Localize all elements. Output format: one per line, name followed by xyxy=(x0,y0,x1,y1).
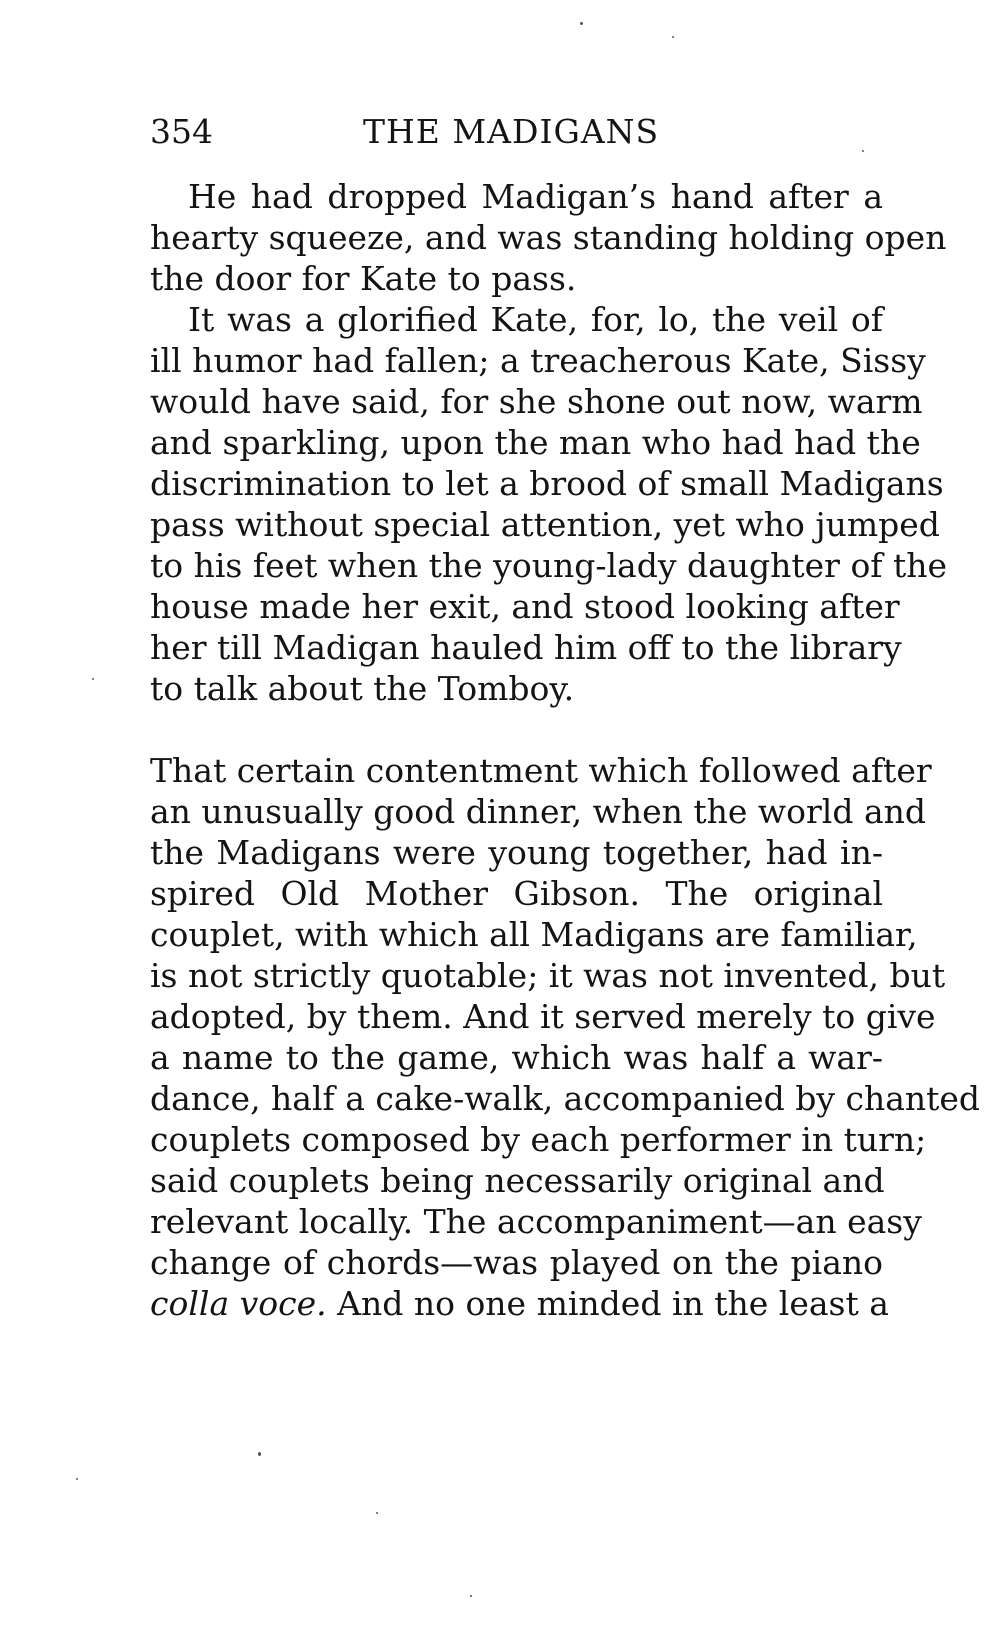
text-line: house made her exit, and stood looking after xyxy=(150,587,900,626)
text-line: the door for Kate to pass. xyxy=(150,259,577,298)
running-head xyxy=(150,110,883,154)
text-line: is not strictly quotable; it was not invented, but xyxy=(150,956,946,995)
text-line: couplet, with which all Madigans are familiar, xyxy=(150,915,918,954)
text-line: It was a glorified Kate, for, lo, the veil of xyxy=(188,300,883,339)
text-line: adopted, by them. And it served merely to give xyxy=(150,997,936,1036)
text-line: relevant locally. The accompaniment—an easy xyxy=(150,1202,922,1241)
text-line: spired Old Mother Gibson. The original xyxy=(150,874,883,913)
paper-speck xyxy=(470,1595,472,1597)
text-line: the Madigans were young together, had in- xyxy=(150,833,883,872)
paper-speck xyxy=(672,36,674,38)
text-line: to his feet when the young-lady daughter of the xyxy=(150,546,948,585)
paper-speck xyxy=(92,678,94,680)
paper-speck xyxy=(76,1478,78,1480)
paragraph-1 xyxy=(150,176,947,299)
paragraph-2 xyxy=(150,299,948,709)
paragraph-3 xyxy=(150,750,981,1324)
text-line: change of chords—was played on the piano xyxy=(150,1243,883,1282)
page-number: 354 xyxy=(150,112,213,151)
section-break xyxy=(150,709,883,750)
paper-speck xyxy=(580,22,583,25)
text-line: discrimination to let a brood of small Madigans xyxy=(150,464,944,503)
line-remainder: And no one minded in the least a xyxy=(326,1284,889,1323)
text-line: pass without special attention, yet who jumped xyxy=(150,505,940,544)
text-line: couplets composed by each performer in turn; xyxy=(150,1120,927,1159)
text-line: hearty squeeze, and was standing holding open xyxy=(150,218,947,257)
paper-speck xyxy=(376,1512,378,1514)
paper-speck xyxy=(862,150,864,152)
text-line: to talk about the Tomboy. xyxy=(150,669,575,708)
text-line: her till Madigan hauled him off to the library xyxy=(150,628,902,667)
text-line: dance, half a cake-walk, accompanied by chanted xyxy=(150,1079,981,1118)
text-line: ill humor had fallen; a treacherous Kate, Sissy xyxy=(150,341,926,380)
text-line: He had dropped Madigan’s hand after a xyxy=(188,177,883,216)
italic-phrase: colla voce. xyxy=(150,1284,327,1323)
text-line: and sparkling, upon the man who had had the xyxy=(150,423,921,462)
paper-speck xyxy=(258,1452,261,1456)
text-line: said couplets being necessarily original and xyxy=(150,1161,885,1200)
text-line-last xyxy=(150,1283,889,1324)
text-line: an unusually good dinner, when the world and xyxy=(150,792,927,831)
running-title: THE MADIGANS xyxy=(363,112,660,151)
text-line: a name to the game, which was half a war- xyxy=(150,1038,883,1077)
text-line: would have said, for she shone out now, warm xyxy=(150,382,923,421)
body-text xyxy=(150,176,981,1324)
text-line: That certain contentment which followed after xyxy=(150,751,932,790)
